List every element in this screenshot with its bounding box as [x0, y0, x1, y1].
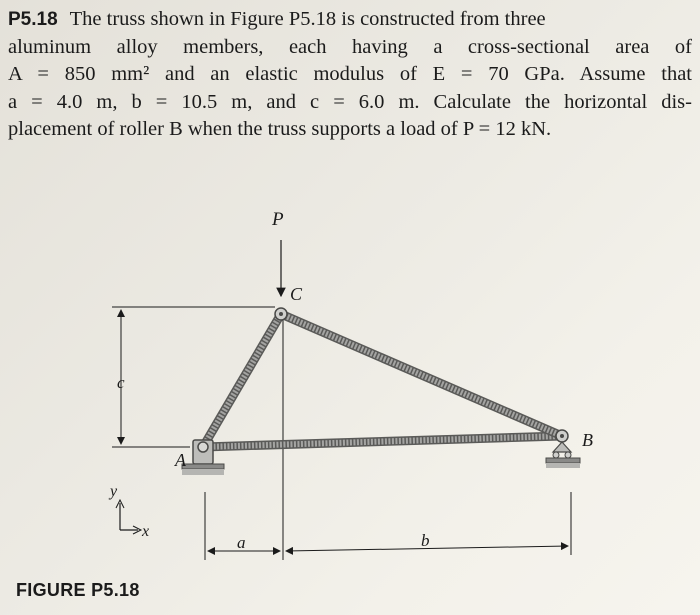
joint-a-label: A	[175, 450, 186, 470]
load-label: P	[272, 209, 284, 230]
problem-line-1: P5.18 The truss shown in Figure P5.18 is constructed from three	[8, 8, 546, 30]
joint-c-label: C	[290, 284, 303, 304]
problem-line-4: a = 4.0 m, b = 10.5 m, and c = 6.0 m. Calculate the horizontal dis-	[8, 90, 692, 113]
joint-b-label: B	[582, 430, 593, 450]
dim-b-label: b	[421, 531, 430, 550]
axis-y-label: y	[110, 483, 118, 500]
problem-line-3: A = 850 mm² and an elastic modulus of E = 70 GPa. Assume that	[8, 63, 692, 85]
figure-caption: FIGURE P5.18	[16, 580, 140, 600]
coordinate-axes	[116, 500, 141, 534]
dim-c-label: c	[117, 373, 125, 392]
joint-c-pin	[279, 312, 283, 316]
axis-x-label: x	[142, 523, 150, 540]
problem-line-5: placement of roller B when the truss supports a load of P = 12 kN.	[8, 118, 552, 140]
problem-number: P5.18	[8, 9, 58, 30]
problem-line-2: aluminum alloy members, each having a cross-sectional area of	[8, 35, 692, 58]
dim-a-label: a	[237, 533, 246, 552]
